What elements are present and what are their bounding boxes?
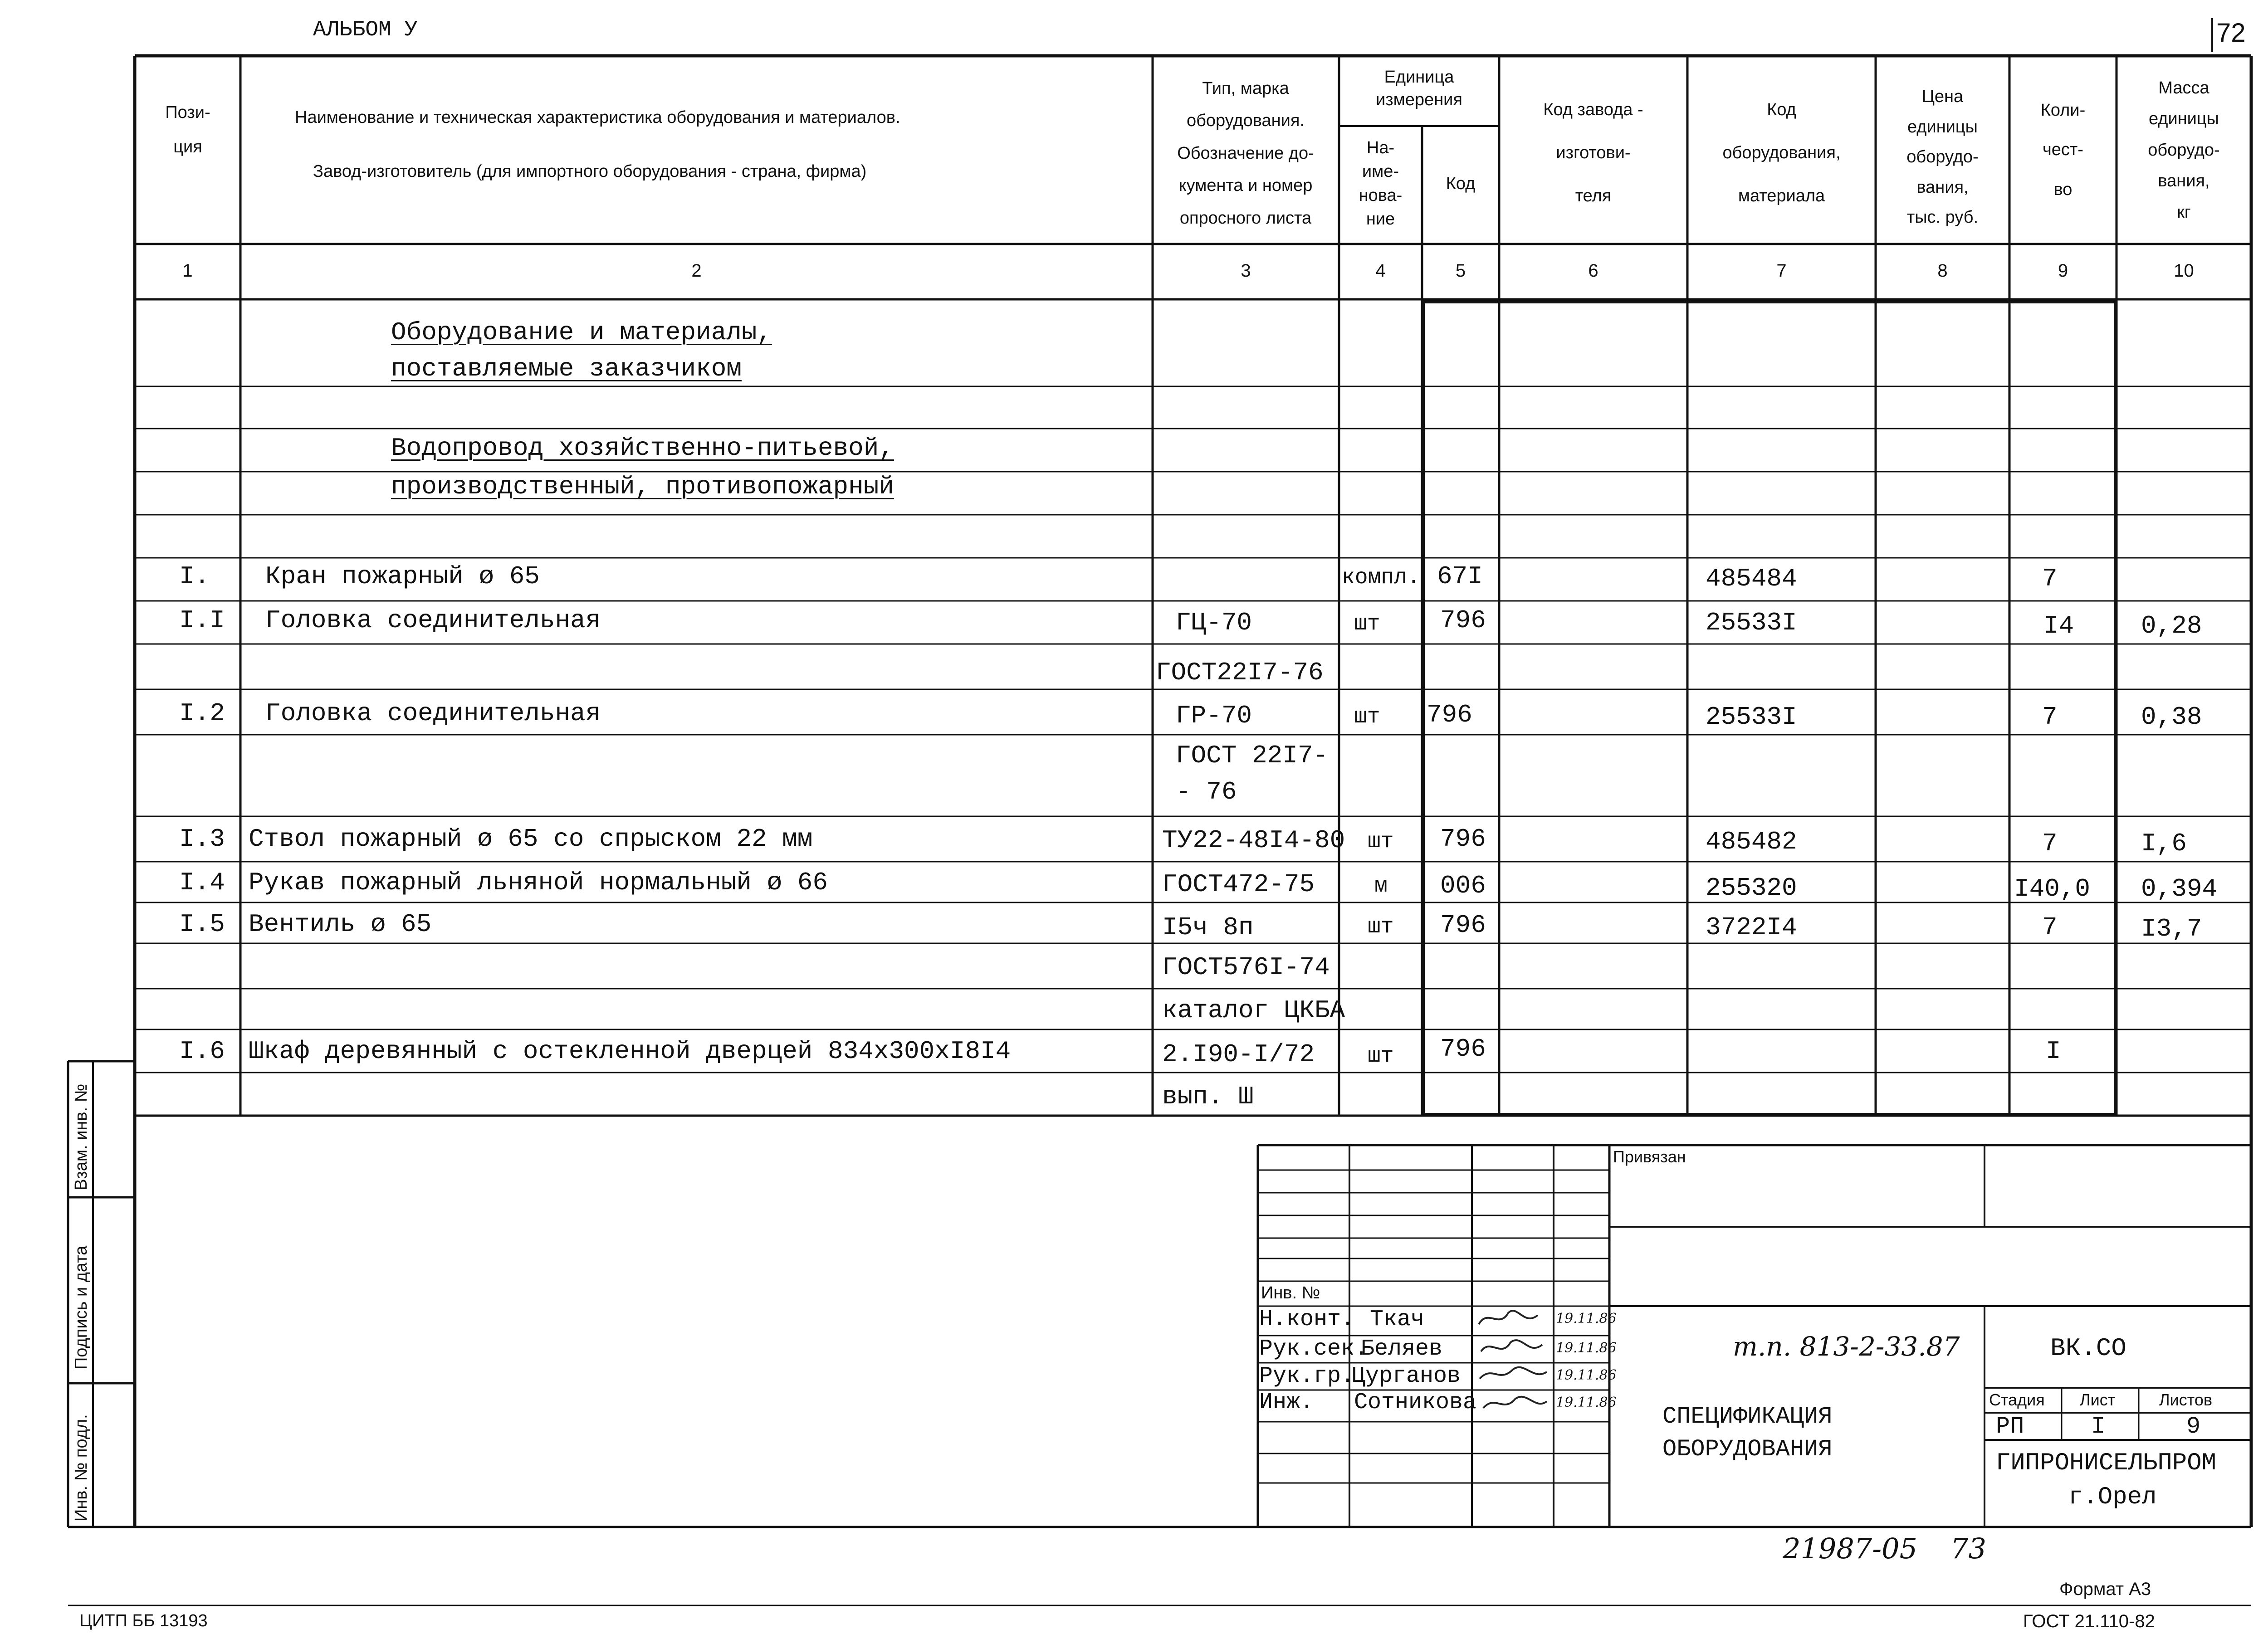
row-type: ГОСТ472-75	[1162, 870, 1315, 899]
row-mass: I3,7	[2141, 914, 2202, 943]
row-type: I5ч 8п	[1162, 913, 1254, 942]
row-type: 2.I90-I/72	[1162, 1040, 1315, 1069]
row-equipment-code: 25533I	[1706, 608, 1797, 637]
row-name: Ствол пожарный ø 65 со спрыском 22 мм	[249, 824, 813, 854]
row-type-continuation: ГОСТ 22I7-	[1176, 741, 1329, 770]
row-position: I.4	[179, 868, 225, 897]
role-ruk-sek: Рук.сек.	[1259, 1336, 1369, 1362]
row-unit-code: 796	[1440, 1034, 1486, 1063]
sheets-value: 9	[2186, 1413, 2201, 1440]
row-type: ГР-70	[1176, 701, 1252, 730]
row-equipment-code: 25533I	[1706, 702, 1797, 732]
col8-title: Цена единицы оборудо- вания, тыс. руб.	[1906, 87, 1979, 227]
date-belyaev: 19.11.86	[1556, 1340, 1617, 1356]
col9-title: Коли- чест- во	[2040, 101, 2086, 199]
inv-no-label: Инв. №	[1261, 1283, 1320, 1302]
archive-number: 21987-05	[1783, 1532, 1918, 1565]
document-title-line2: ОБОРУДОВАНИЯ	[1662, 1436, 1833, 1463]
row-type: ТУ22-48I4-80	[1162, 826, 1345, 855]
row-type-continuation: ГОСТ22I7-76	[1156, 658, 1324, 687]
row-unit-code: 796	[1440, 606, 1486, 635]
date-tsurganov: 19.11.86	[1556, 1367, 1617, 1383]
col-num-7: 7	[1776, 261, 1787, 281]
section-heading-water-2: производственный, противопожарный	[391, 472, 894, 501]
col-num-5: 5	[1455, 261, 1466, 281]
row-name: Вентиль ø 65	[249, 910, 432, 939]
row-unit: шт	[1368, 915, 1394, 939]
gost-label: ГОСТ 21.110-82	[2023, 1611, 2155, 1631]
signature-marks	[1474, 1306, 1554, 1424]
col-num-6: 6	[1588, 261, 1598, 281]
row-unit-code: 67I	[1437, 562, 1483, 591]
row-unit-code: 796	[1427, 700, 1472, 729]
privyazan-label: Привязан	[1613, 1147, 1686, 1166]
row-unit: шт	[1368, 829, 1394, 854]
row-position: I.2	[179, 699, 225, 728]
section-heading-water-1: Водопровод хозяйственно-питьевой,	[391, 434, 894, 463]
row-name: Кран пожарный ø 65	[265, 562, 540, 591]
col-num-9: 9	[2058, 261, 2068, 281]
row-position: I.I	[179, 606, 225, 635]
col10-title: Масса единицы оборудо- вания, кг	[2148, 78, 2220, 222]
col2-title-line1: Наименование и техническая характеристика оборудования и материалов.	[295, 108, 900, 127]
organization-name: ГИПРОНИСЕЛЬПРОМ	[1996, 1449, 2217, 1477]
row-type-continuation-2: - 76	[1176, 777, 1237, 806]
row-equipment-code: 485482	[1706, 827, 1797, 856]
row-quantity: I4	[2043, 611, 2074, 640]
col-num-1: 1	[182, 261, 193, 281]
row-type-continuation: вып. Ш	[1162, 1082, 1254, 1111]
row-quantity: 7	[2042, 829, 2058, 858]
row-quantity: 7	[2042, 702, 2058, 732]
side-stamp-inv-zam: Взам. инв. №	[72, 1083, 91, 1190]
format-label: Формат А3	[2059, 1579, 2151, 1599]
row-position: I.5	[179, 910, 225, 939]
row-name: Головка соединительная	[265, 606, 601, 635]
col2-title-line2: Завод-изготовитель (для импортного оборудования - страна, фирма)	[313, 162, 867, 181]
col1-title: Пози- ция	[165, 103, 210, 156]
col-num-10: 10	[2174, 261, 2194, 281]
row-mass: I,6	[2141, 829, 2187, 858]
name-belyaev: Беляев	[1361, 1336, 1443, 1362]
col-num-3: 3	[1241, 261, 1251, 281]
col5-title: Код	[1446, 174, 1476, 193]
album-label: АЛЬБОМ У	[313, 18, 418, 42]
row-type-continuation: каталог ЦКБА	[1162, 996, 1345, 1025]
name-sotnikova: Сотникова	[1354, 1390, 1477, 1415]
row-quantity: 7	[2042, 564, 2058, 593]
date-tkach: 19.11.86	[1556, 1311, 1617, 1327]
row-equipment-code: 485484	[1706, 564, 1797, 593]
left-footer-code: ЦИТП ББ 13193	[79, 1611, 208, 1630]
col6-title: Код завода - изготови- теля	[1543, 100, 1643, 205]
col-num-8: 8	[1937, 261, 1948, 281]
name-tsurganov: Цурганов	[1352, 1363, 1461, 1389]
row-unit: компл.	[1342, 566, 1420, 590]
row-name: Шкаф деревянный с остекленной дверцей 834х300хI8I4	[249, 1037, 1011, 1066]
col3-title: Тип, марка оборудования. Обозначение до- кумента и номер опросного листа	[1177, 79, 1314, 228]
stage-label: Стадия	[1989, 1390, 2045, 1409]
row-unit-code: 796	[1440, 911, 1486, 940]
row-quantity: I40,0	[2014, 874, 2091, 903]
unit-group-title: Единица измерения	[1376, 68, 1462, 110]
sheet-label: Лист	[2080, 1390, 2116, 1409]
role-n-kont: Н.конт.	[1259, 1307, 1355, 1332]
row-unit-code: 796	[1440, 824, 1486, 854]
row-type-continuation: ГОСТ576I-74	[1162, 953, 1330, 982]
page-number: 72	[2216, 18, 2246, 48]
name-tkach: Ткач	[1370, 1307, 1425, 1332]
side-stamp-sign-date: Подпись и дата	[72, 1245, 91, 1370]
row-mass: 0,394	[2141, 874, 2218, 903]
row-name: Головка соединительная	[265, 699, 601, 728]
row-quantity: 7	[2042, 913, 2058, 942]
row-unit: шт	[1354, 705, 1380, 729]
col-num-4: 4	[1375, 261, 1386, 281]
side-stamp-inv-podl: Инв. № подл.	[72, 1414, 91, 1522]
section-heading-customer-2: поставляемые заказчиком	[391, 354, 742, 383]
row-unit: шт	[1368, 1044, 1394, 1068]
row-unit: м	[1374, 874, 1388, 898]
row-mass: 0,28	[2141, 611, 2202, 640]
organization-city: г.Орел	[2068, 1483, 2157, 1511]
row-mass: 0,38	[2141, 702, 2202, 732]
date-sotnikova: 19.11.86	[1556, 1395, 1617, 1410]
row-equipment-code: 255320	[1706, 873, 1797, 902]
row-quantity: I	[2046, 1037, 2061, 1066]
row-position: I.3	[179, 824, 225, 854]
document-title-line1: СПЕЦИФИКАЦИЯ	[1662, 1403, 1833, 1430]
row-unit: шт	[1354, 612, 1380, 636]
stage-value: РП	[1996, 1413, 2024, 1440]
row-position: I.6	[179, 1037, 225, 1066]
col4-title: На- име- нова- ние	[1359, 138, 1403, 229]
col1-header	[136, 95, 240, 164]
project-number-handwritten: т.п. 813-2-33.87	[1733, 1331, 1960, 1362]
row-type: ГЦ-70	[1176, 608, 1252, 637]
sheets-label: Листов	[2159, 1390, 2212, 1409]
row-equipment-code: 3722I4	[1706, 913, 1797, 942]
section-heading-customer-1: Оборудование и материалы,	[391, 318, 772, 347]
role-ruk-gr: Рук.гр.	[1259, 1363, 1355, 1389]
row-unit-code: 006	[1440, 871, 1486, 900]
sheet-value: I	[2091, 1413, 2106, 1440]
col-num-2: 2	[691, 261, 702, 281]
col7-title: Код оборудования, материала	[1722, 100, 1841, 205]
archive-page: 73	[1950, 1532, 1986, 1565]
row-name: Рукав пожарный льняной нормальный ø 66	[249, 868, 828, 897]
role-inzh: Инж.	[1259, 1390, 1314, 1415]
row-position: I.	[179, 562, 210, 591]
document-code: ВК.СО	[2050, 1334, 2127, 1363]
